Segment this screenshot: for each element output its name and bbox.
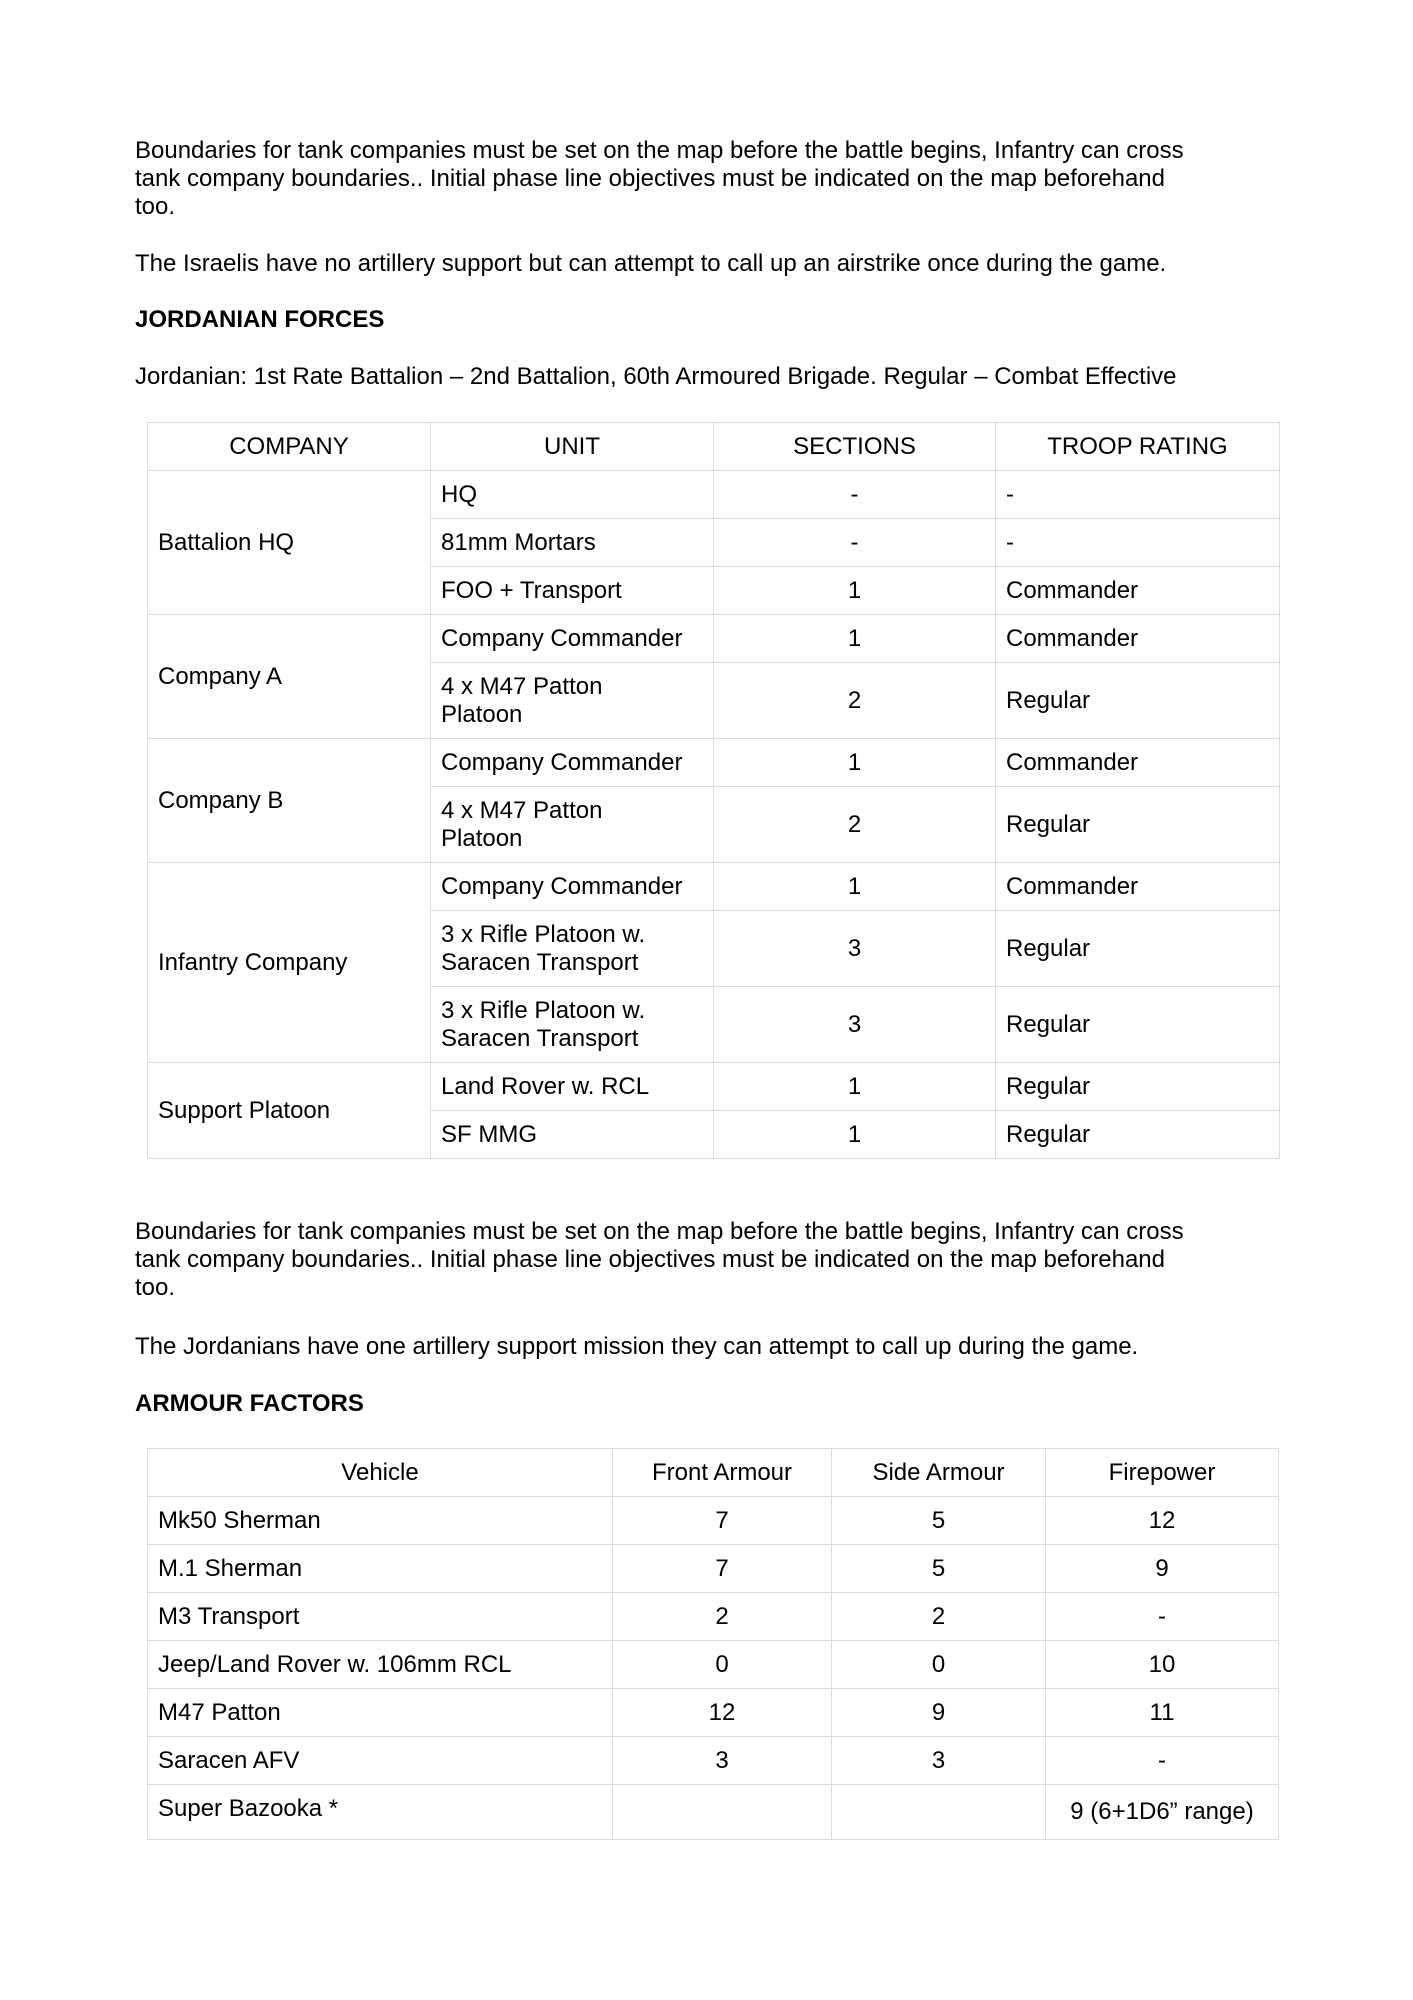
side-armour-cell: 2 xyxy=(832,1593,1046,1641)
unit-cell: SF MMG xyxy=(431,1111,714,1159)
table-row xyxy=(148,1737,1279,1785)
israeli-boundaries-line-2: tank company boundaries.. Initial phase line objectives must be indicated on the map beforehand xyxy=(135,165,1165,192)
sections-cell: 1 xyxy=(714,615,996,663)
table-row xyxy=(148,1593,1279,1641)
unit-cell: Land Rover w. RCL xyxy=(431,1063,714,1111)
table-row xyxy=(148,1545,1279,1593)
side-armour-cell: 5 xyxy=(832,1497,1046,1545)
sections-cell: 1 xyxy=(714,739,996,787)
vehicle-cell: Jeep/Land Rover w. 106mm RCL xyxy=(148,1641,613,1689)
vehicle-cell: Saracen AFV xyxy=(148,1737,613,1785)
armour-factors-table xyxy=(147,1448,1279,1840)
header-unit: UNIT xyxy=(431,423,714,471)
front-armour-cell: 2 xyxy=(613,1593,832,1641)
table-row xyxy=(148,1689,1279,1737)
side-armour-cell: 9 xyxy=(832,1689,1046,1737)
vehicle-cell: Mk50 Sherman xyxy=(148,1497,613,1545)
firepower-cell: - xyxy=(1046,1593,1279,1641)
table-row xyxy=(148,1785,1279,1840)
front-armour-cell: 12 xyxy=(613,1689,832,1737)
sections-cell: 1 xyxy=(714,567,996,615)
table-row xyxy=(148,739,1280,787)
sections-cell: 2 xyxy=(714,787,996,863)
header-side-armour: Side Armour xyxy=(832,1449,1046,1497)
sections-cell: - xyxy=(714,519,996,567)
table-row xyxy=(148,1497,1279,1545)
jordanian-description: Jordanian: 1st Rate Battalion – 2nd Battalion, 60th Armoured Brigade. Regular – Combat Effective xyxy=(135,363,1177,390)
side-armour-cell: 3 xyxy=(832,1737,1046,1785)
header-company: COMPANY xyxy=(148,423,431,471)
firepower-cell: 12 xyxy=(1046,1497,1279,1545)
unit-cell: HQ xyxy=(431,471,714,519)
front-armour-cell: 0 xyxy=(613,1641,832,1689)
sections-cell: - xyxy=(714,471,996,519)
israeli-support-note: The Israelis have no artillery support but can attempt to call up an airstrike once during the game. xyxy=(135,250,1167,277)
front-armour-cell: 7 xyxy=(613,1545,832,1593)
side-armour-cell: 5 xyxy=(832,1545,1046,1593)
sections-cell: 1 xyxy=(714,1063,996,1111)
rating-cell: Commander xyxy=(996,615,1280,663)
rating-cell: Regular xyxy=(996,663,1280,739)
jordanian-boundaries-line-2: tank company boundaries.. Initial phase line objectives must be indicated on the map beforehand xyxy=(135,1246,1165,1273)
rating-cell: Commander xyxy=(996,863,1280,911)
table-row xyxy=(148,615,1280,663)
front-armour-cell: 3 xyxy=(613,1737,832,1785)
side-armour-cell: 0 xyxy=(832,1641,1046,1689)
unit-cell: 4 x M47 Patton Platoon xyxy=(431,663,714,739)
firepower-cell: 11 xyxy=(1046,1689,1279,1737)
unit-cell: 4 x M47 Patton Platoon xyxy=(431,787,714,863)
firepower-cell: - xyxy=(1046,1737,1279,1785)
table-row xyxy=(148,863,1280,911)
vehicle-cell: M47 Patton xyxy=(148,1689,613,1737)
armour-factors-heading: ARMOUR FACTORS xyxy=(135,1390,364,1417)
front-armour-cell: 7 xyxy=(613,1497,832,1545)
jordanian-boundaries-line-3: too. xyxy=(135,1274,176,1301)
table-row xyxy=(148,471,1280,519)
unit-cell: Company Commander xyxy=(431,615,714,663)
unit-cell: 3 x Rifle Platoon w. Saracen Transport xyxy=(431,987,714,1063)
firepower-cell: 10 xyxy=(1046,1641,1279,1689)
rating-cell: Regular xyxy=(996,911,1280,987)
rating-cell: Regular xyxy=(996,787,1280,863)
sections-cell: 1 xyxy=(714,1111,996,1159)
unit-cell: Company Commander xyxy=(431,863,714,911)
rating-cell: Commander xyxy=(996,739,1280,787)
firepower-cell: 9 (6+1D6” range) xyxy=(1046,1785,1279,1840)
firepower-cell: 9 xyxy=(1046,1545,1279,1593)
company-cell: Infantry Company xyxy=(148,863,431,1063)
header-vehicle: Vehicle xyxy=(148,1449,613,1497)
unit-cell: 81mm Mortars xyxy=(431,519,714,567)
company-cell: Company B xyxy=(148,739,431,863)
rating-cell: Regular xyxy=(996,987,1280,1063)
rating-cell: Regular xyxy=(996,1111,1280,1159)
sections-cell: 3 xyxy=(714,987,996,1063)
unit-cell: FOO + Transport xyxy=(431,567,714,615)
vehicle-cell: M.1 Sherman xyxy=(148,1545,613,1593)
rating-cell: Commander xyxy=(996,567,1280,615)
sections-cell: 3 xyxy=(714,911,996,987)
jordanian-boundaries-line-1: Boundaries for tank companies must be set on the map before the battle begins, Infantry can cross xyxy=(135,1218,1184,1245)
jordanian-forces-heading: JORDANIAN FORCES xyxy=(135,306,385,333)
front-armour-cell xyxy=(613,1785,832,1840)
table-header-row xyxy=(148,1449,1279,1497)
rating-cell: - xyxy=(996,471,1280,519)
jordanian-forces-table xyxy=(147,422,1280,1159)
company-cell: Company A xyxy=(148,615,431,739)
header-front-armour: Front Armour xyxy=(613,1449,832,1497)
table-row xyxy=(148,1641,1279,1689)
unit-cell: Company Commander xyxy=(431,739,714,787)
table-row xyxy=(148,1063,1280,1111)
israeli-boundaries-line-3: too. xyxy=(135,193,176,220)
company-cell: Battalion HQ xyxy=(148,471,431,615)
table-header-row xyxy=(148,423,1280,471)
vehicle-cell: Super Bazooka * xyxy=(148,1785,613,1840)
side-armour-cell xyxy=(832,1785,1046,1840)
vehicle-cell: M3 Transport xyxy=(148,1593,613,1641)
israeli-boundaries-line-1: Boundaries for tank companies must be set on the map before the battle begins, Infantry can cross xyxy=(135,137,1184,164)
sections-cell: 2 xyxy=(714,663,996,739)
rating-cell: Regular xyxy=(996,1063,1280,1111)
sections-cell: 1 xyxy=(714,863,996,911)
header-firepower: Firepower xyxy=(1046,1449,1279,1497)
jordanian-support-note: The Jordanians have one artillery support mission they can attempt to call up during the game. xyxy=(135,1333,1139,1360)
unit-cell: 3 x Rifle Platoon w. Saracen Transport xyxy=(431,911,714,987)
company-cell: Support Platoon xyxy=(148,1063,431,1159)
rating-cell: - xyxy=(996,519,1280,567)
header-sections: SECTIONS xyxy=(714,423,996,471)
header-troop-rating: TROOP RATING xyxy=(996,423,1280,471)
